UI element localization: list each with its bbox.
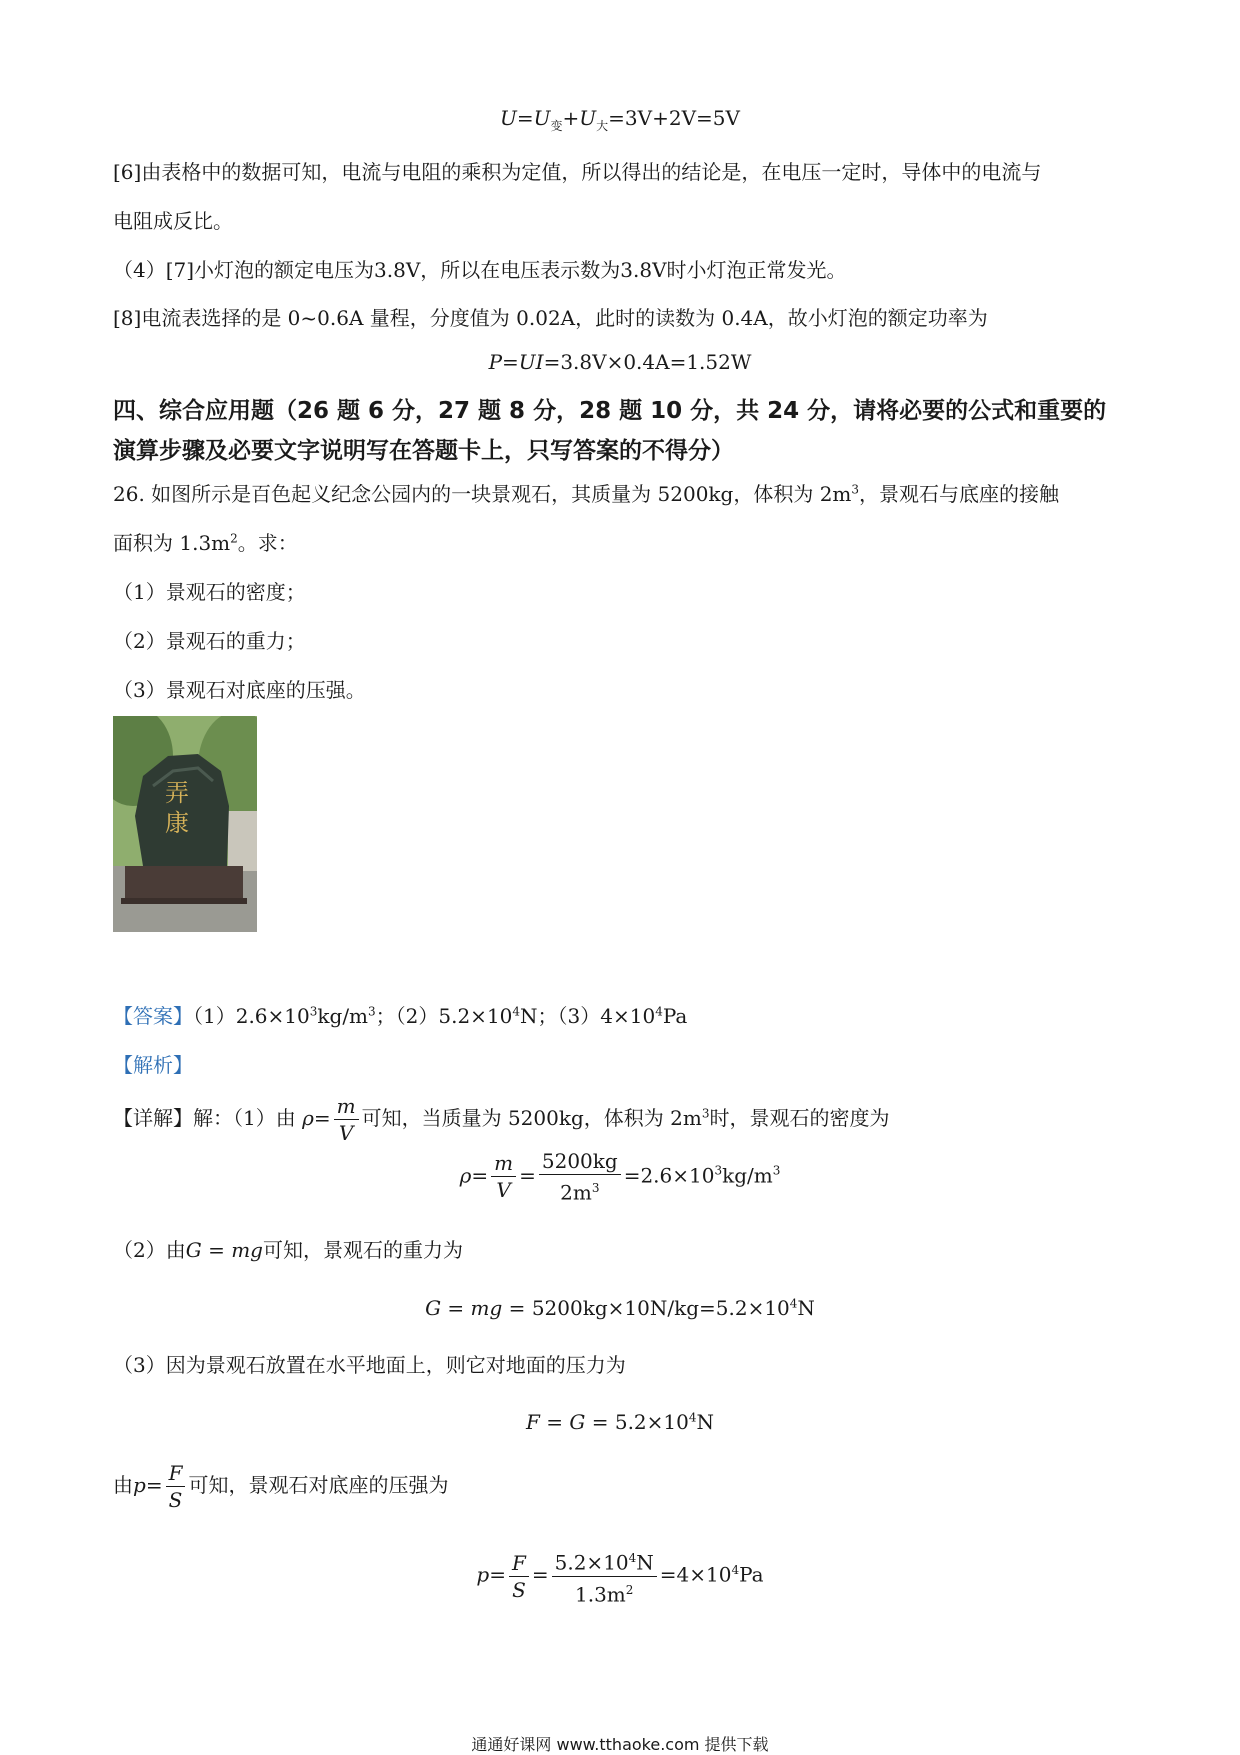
paragraph-6-line1: [6]由表格中的数据可知，电流与电阻的乘积为定值，所以得出的结论是，在电压一定时，导体中的电流与 bbox=[113, 160, 1042, 184]
answer-label: 【答案】 bbox=[113, 1004, 193, 1028]
equation-density: ρ= $\frac{m}{V}$ = $\frac{5200kg}{2m^3}$ $=2.6\times 10^3kg/m^3$ bbox=[459, 1149, 781, 1205]
equation-force: $F = G = 5.2\times 10^4N$ bbox=[526, 1410, 714, 1434]
equation-gravity: G = mg = $5200kg\times 10N/kg=5.2\times 10^4N$ bbox=[425, 1296, 815, 1320]
paragraph-8: [8]电流表选择的是 0~0.6A 量程，分度值为 0.02A，此时的读数为 0.4A，故小灯泡的额定功率为 bbox=[113, 306, 988, 330]
equation-pressure: p= $\frac{F}{S}$ = $\frac{5.2\times 10^4N}{1.3m^2}$ $=4\times 10^4Pa$ bbox=[0, 1545, 1240, 1607]
fraction-m-over-v-2: $\frac{m}{V}$ bbox=[491, 1150, 516, 1203]
section-heading-line1: 四、综合应用题（26 题 6 分，27 题 8 分，28 题 10 分，共 24 分，请将必要的公式和重要的 bbox=[113, 398, 1107, 424]
detail-line1: 【详解】解：（1）由 ρ= $\frac{m}{V}$ 可知，当质量为 5200kg，体积为 $2m^3$时，景观石的密度为 bbox=[113, 1094, 890, 1145]
question-26-line1: 26. 如图所示是百色起义纪念公园内的一块景观石，其质量为 5200kg，体积为 $2m^3$，景观石与底座的接触 bbox=[113, 482, 1060, 506]
equation-voltage-sum: $U=U_变+U_大=3V+2V=5V$ bbox=[500, 106, 740, 133]
detail-label: 【详解】 bbox=[113, 1106, 193, 1130]
question-26-sub1: （1）景观石的密度； bbox=[113, 580, 306, 604]
detail-line4: 由p= $\frac{F}{S}$ 可知，景观石对底座的压强为 bbox=[113, 1461, 449, 1512]
question-26-line2: 面积为 $1.3m^2$。求： bbox=[113, 531, 298, 555]
question-26-sub2: （2）景观石的重力； bbox=[113, 629, 306, 653]
section-heading-line2: 演算步骤及必要文字说明写在答题卡上，只写答案的不得分） bbox=[113, 438, 734, 464]
paragraph-6-line2: 电阻成反比。 bbox=[113, 209, 233, 233]
analysis-label: 【解析】 bbox=[113, 1053, 193, 1077]
fraction-f-over-s-2: $\frac{F}{S}$ bbox=[509, 1550, 529, 1603]
page-footer: 通通好课网 www.tthaoke.com 提供下载 bbox=[471, 1735, 769, 1754]
landscape-stone-photo bbox=[113, 716, 257, 932]
fraction-f-over-s: $\frac{F}{S}$ bbox=[166, 1460, 186, 1513]
stone-inscription: 弄康 bbox=[165, 779, 189, 837]
paragraph-7: （4）[7]小灯泡的额定电压为3.8V，所以在电压表示数为3.8V时小灯泡正常发光。 bbox=[113, 258, 847, 282]
fraction-mass-over-volume: $\frac{5200kg}{2m^3}$ bbox=[539, 1148, 621, 1206]
question-26-sub3: （3）景观石对底座的压强。 bbox=[113, 678, 366, 702]
equation-power: P=UI=3.8V×0.4A=1.52W bbox=[488, 350, 752, 374]
fraction-m-over-v: $\frac{m}{V}$ bbox=[334, 1093, 359, 1146]
detail-line3: （3）因为景观石放置在水平地面上，则它对地面的压力为 bbox=[113, 1353, 626, 1377]
answer-line: 【答案】$(1)2.6\times 10^3kg/m^3$；$(2)5.2\times 10^4N$；$(3)4\times 10^4Pa$ bbox=[113, 1004, 688, 1028]
fraction-force-over-area: $\frac{5.2\times 10^4N}{1.3m^2}$ bbox=[552, 1545, 657, 1607]
detail-line2: （2）由G = mg可知，景观石的重力为 bbox=[113, 1238, 463, 1262]
